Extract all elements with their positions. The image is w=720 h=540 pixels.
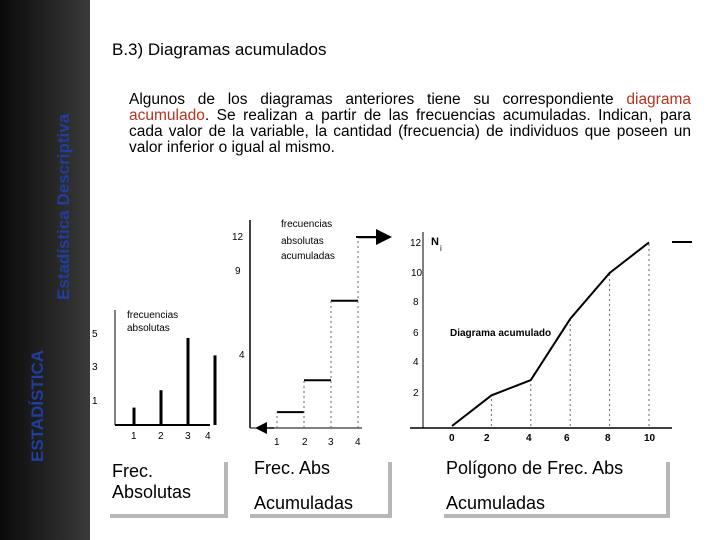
poly-xtick-2: 2	[484, 433, 490, 444]
poly-xtick-10: 10	[644, 433, 656, 444]
cumulative-polygon-chart	[410, 232, 692, 444]
poly-ytick-6: 6	[413, 328, 419, 339]
caption-frec-absolutas-line2: Absolutas	[112, 482, 192, 502]
sidebar-title: ESTADÍSTICA	[28, 349, 47, 462]
poly-ytick-12: 12	[410, 238, 422, 249]
poly-xtick-8: 8	[605, 433, 611, 444]
paragraph-part-1: Algunos de los diagramas anteriores tiene su correspondiente	[129, 91, 627, 108]
abs-xtick-4: 4	[205, 431, 211, 442]
abs-label-2: absolutas	[127, 323, 170, 334]
cum-xtick-4: 4	[355, 437, 361, 448]
poly-n-subscript: i	[440, 244, 442, 253]
poly-chart-title: Diagrama acumulado	[450, 328, 552, 339]
poly-ytick-10: 10	[411, 268, 423, 279]
poly-n-label: N	[431, 236, 439, 248]
cum-xtick-2: 2	[302, 437, 308, 448]
poly-ytick-2: 2	[413, 388, 419, 399]
cum-label-1: frecuencias	[281, 219, 333, 230]
cum-ytick-4: 4	[239, 350, 245, 361]
cum-label-2: absolutas	[281, 236, 324, 247]
abs-ytick-5: 5	[92, 329, 98, 340]
abs-xtick-3: 3	[185, 431, 191, 442]
caption-poligono-line1: Polígono de Frec. Abs	[446, 458, 624, 478]
poly-xtick-4: 4	[526, 433, 532, 444]
caption-frec-abs-acumuladas	[246, 458, 388, 514]
poly-xtick-0: 0	[449, 433, 455, 444]
poly-xtick-6: 6	[564, 433, 570, 444]
abs-xtick-2: 2	[158, 431, 164, 442]
caption-frec-abs-acumuladas-line1: Frec. Abs	[254, 458, 331, 478]
abs-xtick-1: 1	[131, 431, 137, 442]
poly-ytick-8: 8	[413, 297, 419, 308]
cumulative-step-chart	[232, 219, 388, 448]
sidebar-subtitle: Estadística Descriptiva	[54, 113, 73, 300]
cum-ytick-9: 9	[235, 266, 241, 277]
caption-poligono	[440, 458, 666, 514]
cum-xtick-3: 3	[328, 437, 334, 448]
cum-label-3: acumuladas	[281, 251, 335, 262]
caption-frec-absolutas-line1: Frec.	[112, 461, 154, 481]
highlight-term: diagrama acumulado	[129, 91, 691, 124]
cum-xtick-1: 1	[274, 437, 280, 448]
poly-ytick-4: 4	[413, 357, 419, 368]
abs-ytick-1: 1	[92, 396, 98, 407]
caption-frec-absolutas	[106, 458, 224, 514]
caption-frec-abs-acumuladas-line2: Acumuladas	[254, 493, 354, 513]
paragraph-part-2: . Se realizan a partir de las frecuencias acumuladas. Indican, para cada valor de la variable, la cantidad (frecuencia) de individuos que poseen un valor inferior o igual al mismo.	[129, 107, 691, 156]
caption-poligono-line2: Acumuladas	[446, 493, 546, 513]
abs-frequency-chart	[92, 310, 215, 442]
abs-label-1: frecuencias	[127, 310, 179, 321]
abs-ytick-3: 3	[92, 362, 98, 373]
section-title: B.3) Diagramas acumulados	[112, 40, 327, 59]
cum-ytick-12: 12	[232, 232, 244, 243]
